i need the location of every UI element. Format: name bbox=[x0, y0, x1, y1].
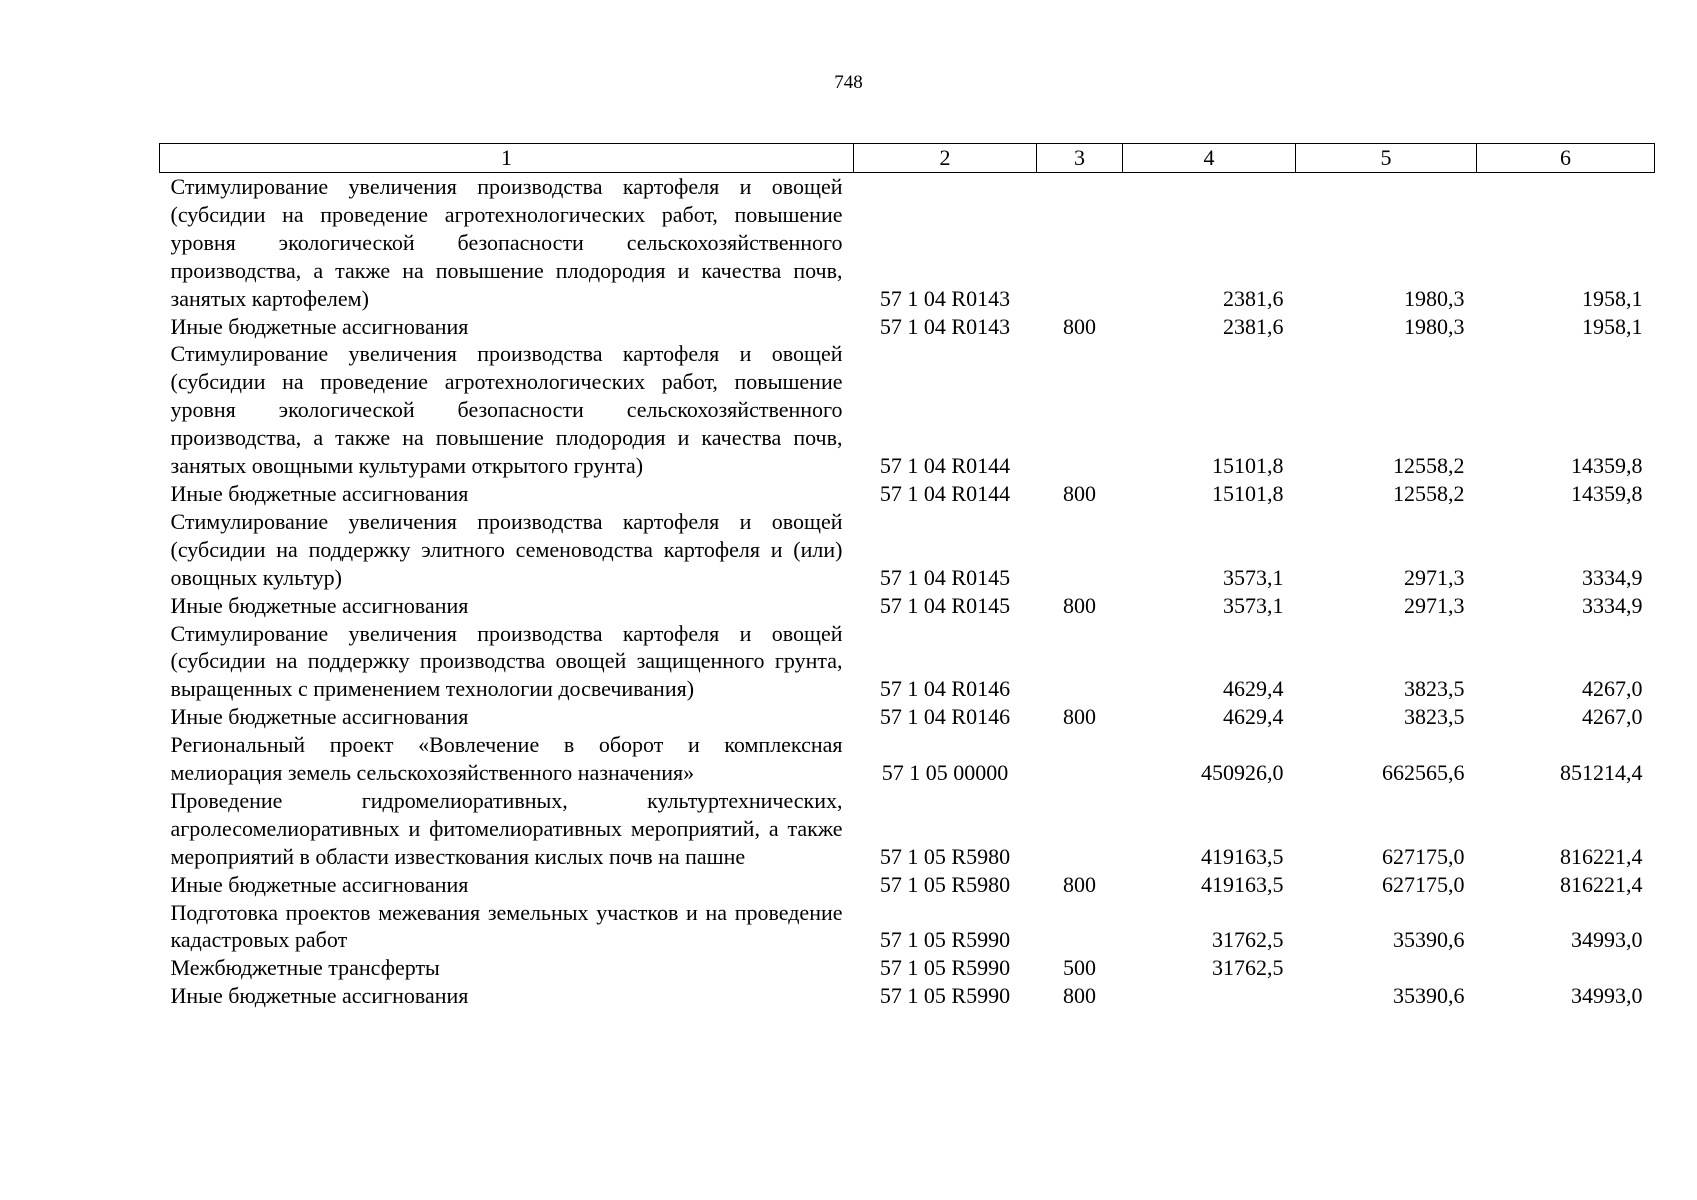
page-number: 748 bbox=[834, 72, 863, 93]
table-body bbox=[160, 173, 1655, 1011]
amount-col-6: 1958,1 bbox=[1582, 313, 1643, 339]
expense-type bbox=[1037, 508, 1123, 592]
budget-code: 57 1 05 R5990 bbox=[879, 927, 1011, 953]
expense-type: 500 bbox=[1063, 955, 1096, 981]
item-name: Иные бюджетные ассигнования bbox=[170, 480, 469, 506]
amount-col-6: 1958,1 bbox=[1582, 285, 1643, 311]
item-name: Региональный проект «Вовлечение в оборот и комплексная мелиорация земель сельскохозяйственного назначения» bbox=[170, 732, 843, 786]
table-row bbox=[160, 703, 1655, 731]
column-header: 4 bbox=[1123, 144, 1296, 173]
budget-code: 57 1 04 R0143 bbox=[879, 285, 1011, 311]
amount-col-6: 3334,9 bbox=[1582, 564, 1643, 590]
budget-code: 57 1 04 R0146 bbox=[879, 676, 1011, 702]
amount-col-6: 14359,8 bbox=[1571, 480, 1643, 506]
amount-col-4: 15101,8 bbox=[1212, 480, 1284, 506]
item-name: Стимулирование увеличения производства картофеля и овощей (субсидии на поддержку производства овощей защищенного грунта, выращенных с применением технологии досвечивания) bbox=[170, 620, 843, 702]
amount-col-6: 14359,8 bbox=[1571, 453, 1643, 479]
amount-col-4: 3573,1 bbox=[1223, 564, 1284, 590]
amount-col-5: 2971,3 bbox=[1404, 592, 1465, 618]
budget-code: 57 1 04 R0146 bbox=[879, 704, 1011, 730]
table-row bbox=[160, 508, 1655, 592]
column-header: 6 bbox=[1477, 144, 1655, 173]
amount-col-5: 3823,5 bbox=[1404, 704, 1465, 730]
budget-code: 57 1 04 R0144 bbox=[879, 480, 1011, 506]
amount-col-4: 4629,4 bbox=[1223, 704, 1284, 730]
amount-col-5: 3823,5 bbox=[1404, 676, 1465, 702]
table-row bbox=[160, 731, 1655, 787]
table-row bbox=[160, 871, 1655, 899]
table-row bbox=[160, 173, 1655, 313]
amount-col-5: 662565,6 bbox=[1382, 760, 1465, 786]
table-row bbox=[160, 787, 1655, 871]
amount-col-4: 419163,5 bbox=[1201, 871, 1284, 897]
amount-col-4: 3573,1 bbox=[1223, 592, 1284, 618]
amount-col-5: 35390,6 bbox=[1393, 983, 1465, 1009]
expense-type bbox=[1037, 899, 1123, 955]
amount-col-5 bbox=[1296, 954, 1477, 982]
amount-col-6: 34993,0 bbox=[1571, 927, 1643, 953]
expense-type bbox=[1037, 731, 1123, 787]
expense-type: 800 bbox=[1063, 592, 1096, 618]
budget-code: 57 1 05 00000 bbox=[881, 760, 1009, 786]
amount-col-4 bbox=[1123, 982, 1296, 1010]
table-row bbox=[160, 899, 1655, 955]
expense-type: 800 bbox=[1063, 313, 1096, 339]
budget-table bbox=[159, 143, 1655, 1010]
expense-type: 800 bbox=[1063, 704, 1096, 730]
expense-type bbox=[1037, 787, 1123, 871]
budget-code: 57 1 04 R0143 bbox=[879, 313, 1011, 339]
amount-col-4: 31762,5 bbox=[1212, 927, 1284, 953]
expense-type: 800 bbox=[1063, 871, 1096, 897]
budget-code: 57 1 05 R5980 bbox=[879, 871, 1011, 897]
amount-col-6: 3334,9 bbox=[1582, 592, 1643, 618]
item-name: Проведение гидромелиоративных, культуртехнических, агролесомелиоративных и фитомелиоративных мероприятий, а также мероприятий в области известкования кислых почв на пашне bbox=[170, 787, 843, 869]
table-row bbox=[160, 982, 1655, 1010]
amount-col-5: 35390,6 bbox=[1393, 927, 1465, 953]
table-row bbox=[160, 340, 1655, 480]
item-name: Стимулирование увеличения производства картофеля и овощей (субсидии на проведение агротехнологических работ, повышение уровня экологической безопасности сельскохозяйственного производства, а также на повышение плодородия и качества почв, занятых овощными культурами открытого грунта) bbox=[170, 341, 843, 479]
amount-col-6: 4267,0 bbox=[1582, 704, 1643, 730]
table-row bbox=[160, 480, 1655, 508]
column-header: 3 bbox=[1037, 144, 1123, 173]
expense-type: 800 bbox=[1063, 983, 1096, 1009]
budget-code: 57 1 04 R0145 bbox=[879, 564, 1011, 590]
amount-col-5: 2971,3 bbox=[1404, 564, 1465, 590]
item-name: Иные бюджетные ассигнования bbox=[170, 871, 469, 897]
amount-col-6 bbox=[1477, 954, 1655, 982]
amount-col-4: 4629,4 bbox=[1223, 676, 1284, 702]
item-name: Стимулирование увеличения производства картофеля и овощей (субсидии на проведение агротехнологических работ, повышение уровня экологической безопасности сельскохозяйственного производства, а также на повышение плодородия и качества почв, занятых картофелем) bbox=[170, 174, 843, 311]
amount-col-4: 419163,5 bbox=[1201, 843, 1284, 869]
amount-col-5: 1980,3 bbox=[1404, 285, 1465, 311]
column-header: 2 bbox=[854, 144, 1037, 173]
table-header-row bbox=[160, 144, 1655, 173]
amount-col-5: 12558,2 bbox=[1393, 453, 1465, 479]
amount-col-6: 851214,4 bbox=[1560, 760, 1643, 786]
amount-col-6: 34993,0 bbox=[1571, 983, 1643, 1009]
amount-col-5: 1980,3 bbox=[1404, 313, 1465, 339]
table-row bbox=[160, 620, 1655, 704]
amount-col-5: 12558,2 bbox=[1393, 480, 1465, 506]
item-name: Иные бюджетные ассигнования bbox=[170, 313, 469, 339]
expense-type: 800 bbox=[1063, 480, 1096, 506]
amount-col-4: 2381,6 bbox=[1223, 285, 1284, 311]
budget-code: 57 1 04 R0145 bbox=[879, 592, 1011, 618]
item-name: Иные бюджетные ассигнования bbox=[170, 983, 469, 1009]
amount-col-6: 816221,4 bbox=[1560, 843, 1643, 869]
column-header: 5 bbox=[1296, 144, 1477, 173]
item-name: Иные бюджетные ассигнования bbox=[170, 704, 469, 730]
item-name: Межбюджетные трансферты bbox=[170, 955, 440, 981]
amount-col-4: 15101,8 bbox=[1212, 453, 1284, 479]
budget-code: 57 1 04 R0144 bbox=[879, 453, 1011, 479]
amount-col-6: 4267,0 bbox=[1582, 676, 1643, 702]
amount-col-6: 816221,4 bbox=[1560, 871, 1643, 897]
amount-col-5: 627175,0 bbox=[1382, 871, 1465, 897]
expense-type bbox=[1037, 173, 1123, 313]
item-name: Иные бюджетные ассигнования bbox=[170, 592, 469, 618]
column-header: 1 bbox=[160, 144, 854, 173]
item-name: Подготовка проектов межевания земельных участков и на проведение кадастровых работ bbox=[170, 899, 843, 953]
table-row bbox=[160, 313, 1655, 341]
amount-col-4: 2381,6 bbox=[1223, 313, 1284, 339]
amount-col-5: 627175,0 bbox=[1382, 843, 1465, 869]
budget-code: 57 1 05 R5980 bbox=[879, 843, 1011, 869]
table-row bbox=[160, 954, 1655, 982]
item-name: Стимулирование увеличения производства картофеля и овощей (субсидии на поддержку элитного семеноводства картофеля и (или) овощных культур) bbox=[170, 508, 843, 590]
amount-col-4: 31762,5 bbox=[1212, 955, 1284, 981]
expense-type bbox=[1037, 620, 1123, 704]
budget-code: 57 1 05 R5990 bbox=[879, 955, 1011, 981]
budget-code: 57 1 05 R5990 bbox=[879, 983, 1011, 1009]
table-row bbox=[160, 592, 1655, 620]
amount-col-4: 450926,0 bbox=[1201, 760, 1284, 786]
expense-type bbox=[1037, 340, 1123, 480]
